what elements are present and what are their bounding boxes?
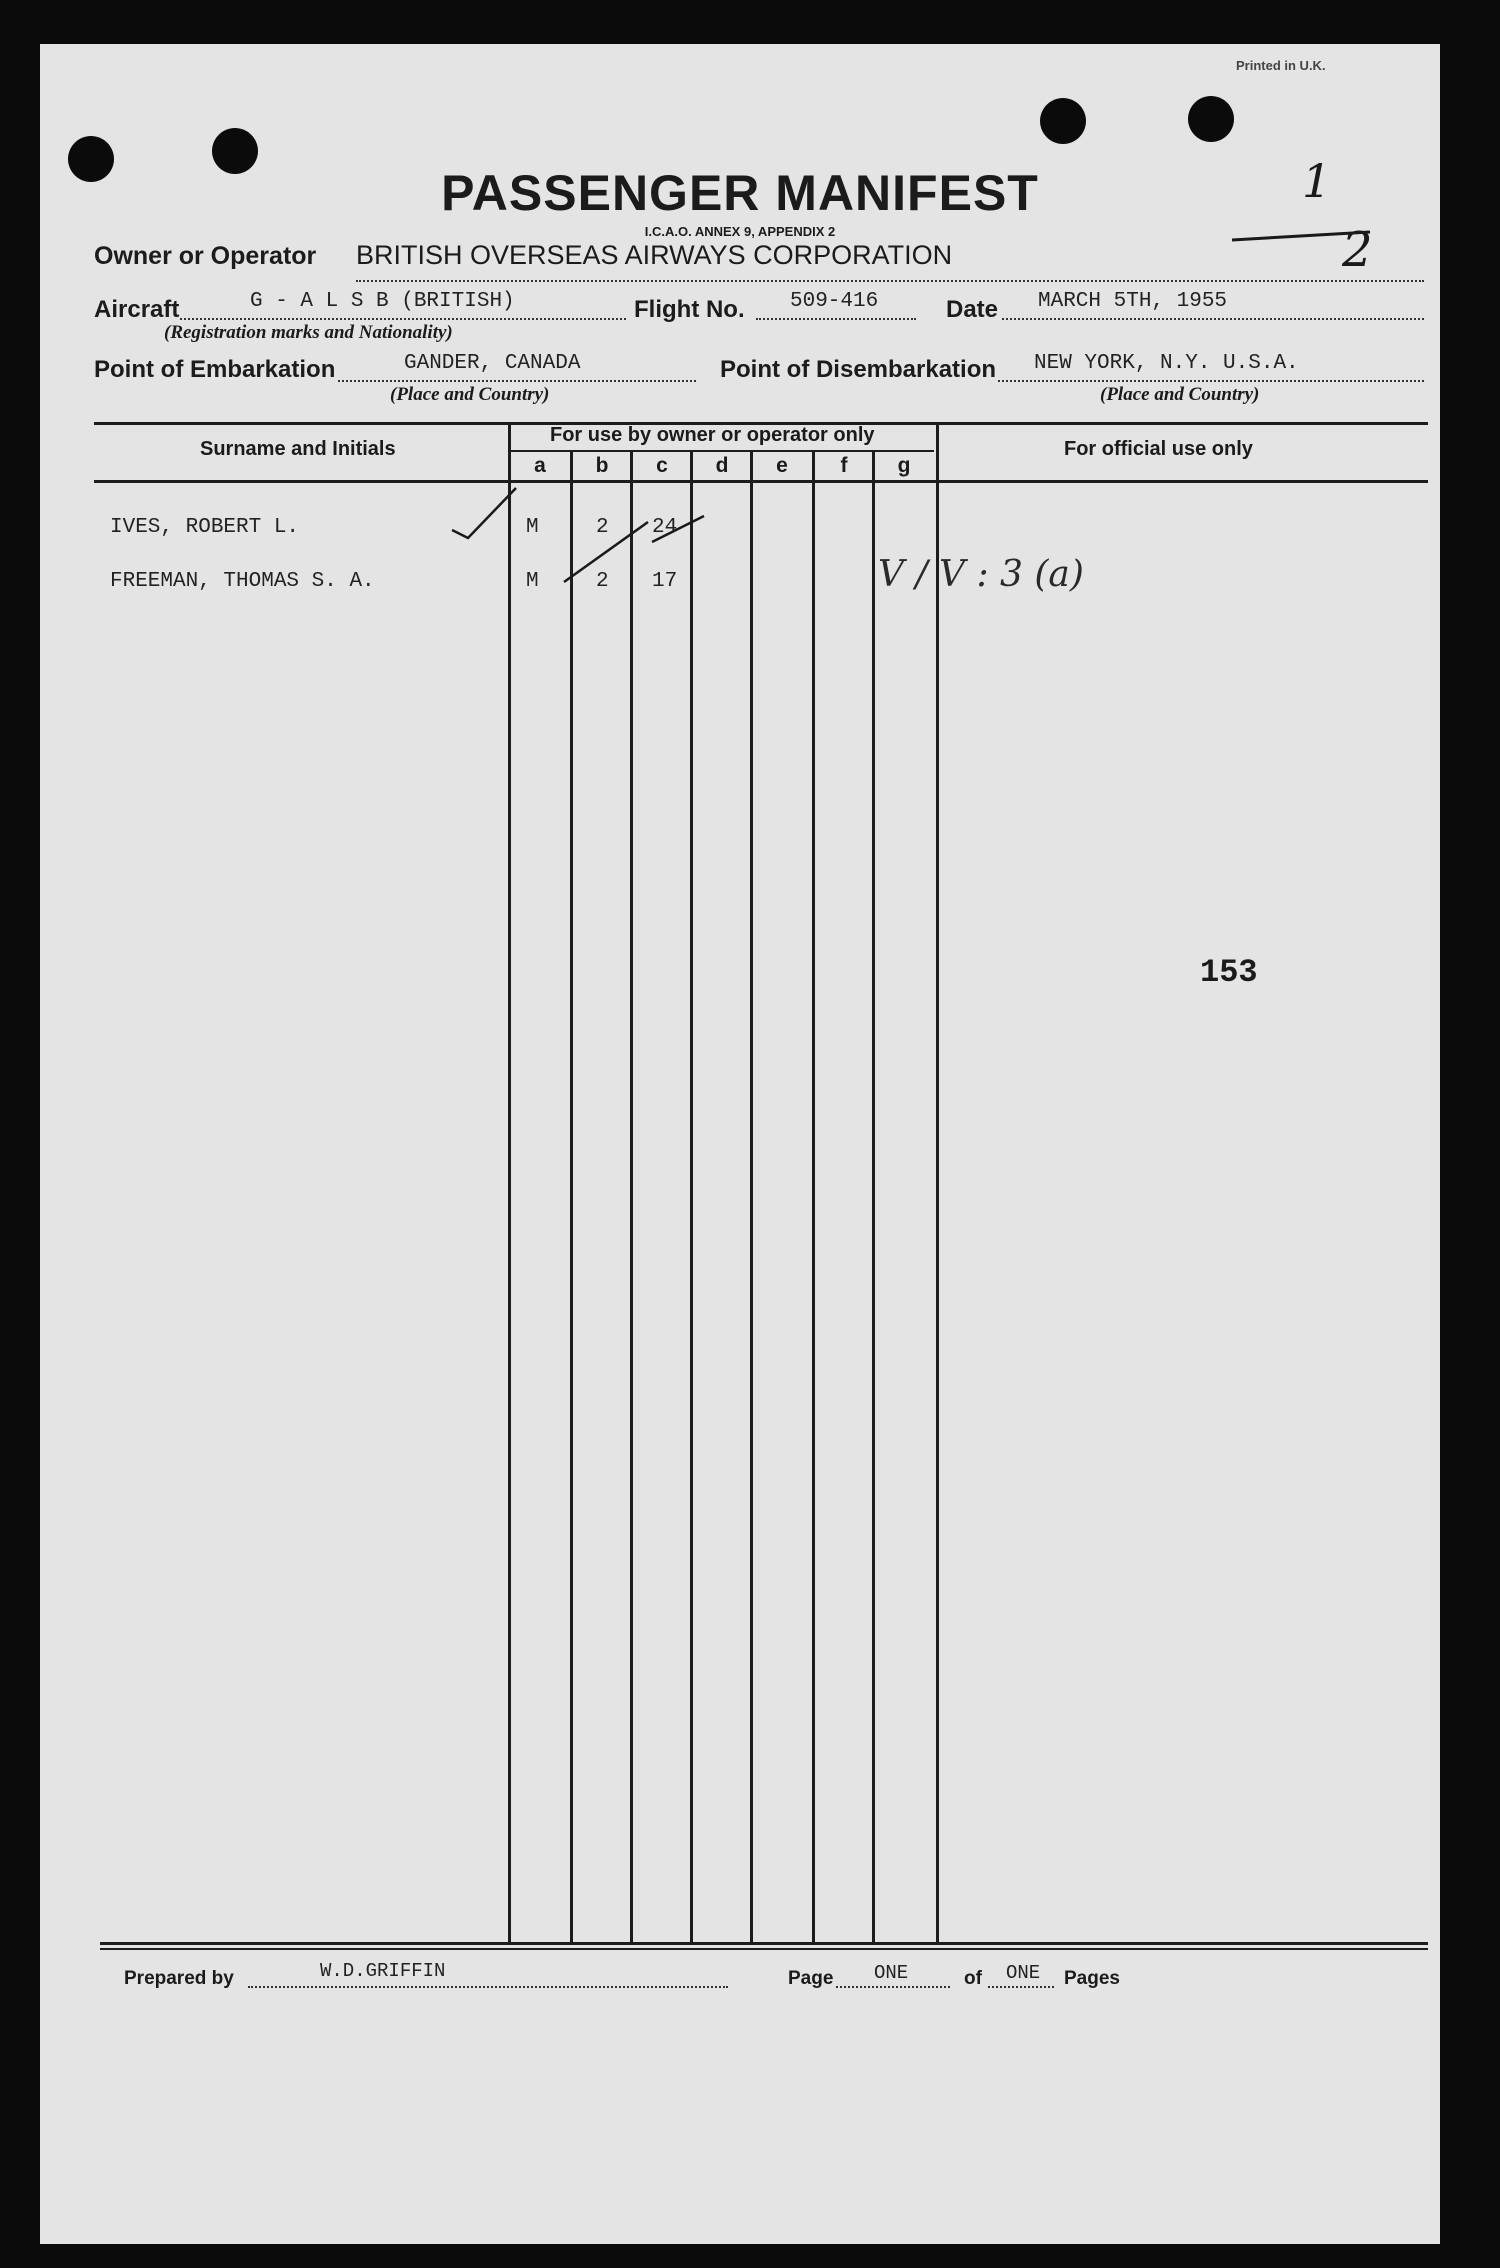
- owner-label: Owner or Operator: [94, 242, 317, 270]
- prepared-label: Prepared by: [124, 1968, 234, 1989]
- of-label: of: [964, 1968, 982, 1989]
- slash-mark-2: [564, 522, 648, 582]
- disembarkation-note: (Place and Country): [1100, 384, 1260, 405]
- col-header-a: a: [534, 454, 546, 477]
- disembarkation-label: Point of Disembarkation: [720, 356, 997, 383]
- col-header-b: b: [595, 454, 609, 477]
- aircraft-value: G - A L S B (BRITISH): [250, 290, 515, 313]
- col-header-c: c: [656, 454, 668, 477]
- official-number: 153: [1200, 954, 1258, 991]
- row-1-b: 2: [596, 516, 609, 539]
- manifest-sheet: [40, 44, 1440, 2244]
- check-marks: [40, 44, 1440, 744]
- page-value: ONE: [874, 1962, 909, 1984]
- page-marker-bottom: 2: [1342, 222, 1373, 278]
- table-bottom-rule-2: [100, 1948, 1428, 1950]
- owner-use-header: For use by owner or operator only: [550, 424, 875, 446]
- date-label: Date: [946, 296, 999, 323]
- page-label: Page: [788, 1968, 834, 1989]
- embarkation-value: GANDER, CANADA: [404, 352, 581, 375]
- of-value: ONE: [1006, 1962, 1041, 1984]
- check-mark-1: [452, 488, 516, 538]
- page-marker-top: 1: [1302, 154, 1332, 208]
- aircraft-note: (Registration marks and Nationality): [164, 322, 453, 343]
- col-header-d: d: [715, 454, 729, 477]
- official-header: For official use only: [1064, 438, 1253, 460]
- disembarkation-value: NEW YORK, N.Y. U.S.A.: [1034, 352, 1299, 375]
- surname-header: Surname and Initials: [200, 438, 396, 460]
- prepared-value: W.D.GRIFFIN: [320, 1960, 446, 1982]
- printer-mark: Printed in U.K.: [1236, 58, 1326, 73]
- embarkation-note: (Place and Country): [390, 384, 550, 405]
- row-1-name: IVES, ROBERT L.: [110, 516, 300, 539]
- embarkation-label: Point of Embarkation: [94, 356, 336, 383]
- prepared-line: [248, 1986, 728, 1988]
- row-1-c: 24: [652, 516, 678, 539]
- table-bottom-rule: [100, 1942, 1428, 1945]
- flight-value: 509-416: [790, 290, 879, 313]
- date-value: MARCH 5TH, 1955: [1038, 290, 1228, 313]
- page-line: [836, 1986, 950, 1988]
- row-2-b: 2: [596, 570, 609, 593]
- official-note: V / V : 3 (a): [878, 554, 1084, 595]
- flight-label: Flight No.: [634, 296, 745, 323]
- col-header-f: f: [840, 454, 848, 477]
- row-2-a: M: [526, 570, 539, 593]
- row-2-c: 17: [652, 570, 678, 593]
- col-header-g: g: [897, 454, 911, 477]
- slash-mark-1: [652, 516, 704, 542]
- row-2-name: FREEMAN, THOMAS S. A.: [110, 570, 375, 593]
- col-header-e: e: [776, 454, 788, 477]
- row-1-a: M: [526, 516, 539, 539]
- aircraft-label: Aircraft: [94, 296, 180, 323]
- owner-value: BRITISH OVERSEAS AIRWAYS CORPORATION: [356, 240, 953, 270]
- page-title: PASSENGER MANIFEST: [441, 165, 1039, 221]
- of-line: [988, 1986, 1054, 1988]
- pages-label: Pages: [1064, 1968, 1120, 1989]
- page-subtitle: I.C.A.O. ANNEX 9, APPENDIX 2: [644, 224, 836, 239]
